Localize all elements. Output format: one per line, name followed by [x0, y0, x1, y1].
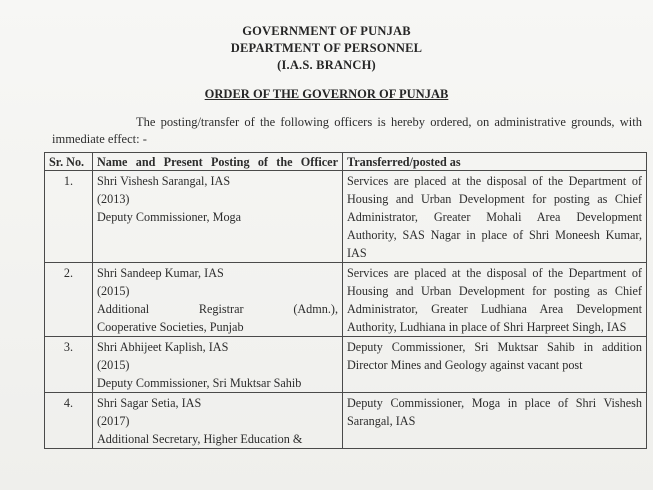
- officer-posting-line2: Cooperative Societies, Punjab: [97, 320, 244, 334]
- order-title: ORDER OF THE GOVERNOR OF PUNJAB: [204, 87, 449, 101]
- header-name-posting: Name and Present Posting of the Officer: [93, 153, 343, 171]
- row-officer: [93, 337, 343, 393]
- intro-text: The posting/transfer of the following officers is hereby ordered, on administrative grounds, with immediate effect: -: [52, 115, 642, 146]
- officer-batch: (2015): [97, 284, 130, 298]
- officer-name: Shri Abhijeet Kaplish, IAS: [97, 340, 229, 354]
- row-sr: 2.: [45, 263, 93, 337]
- government-heading: GOVERNMENT OF PUNJAB: [242, 24, 411, 38]
- officer-posting: Deputy Commissioner, Sri Muktsar Sahib: [97, 376, 302, 390]
- header-transferred: Transferred/posted as: [343, 153, 647, 171]
- branch-heading: (I.A.S. BRANCH): [277, 58, 376, 72]
- officer-name: Shri Sagar Setia, IAS: [97, 396, 202, 410]
- officer-batch: (2017): [97, 414, 130, 428]
- row-officer: [93, 263, 343, 337]
- officer-posting-line1: Additional Registrar (Admn.),: [97, 302, 338, 316]
- department-heading: DEPARTMENT OF PERSONNEL: [230, 41, 423, 55]
- row-sr: 3.: [45, 337, 93, 393]
- officer-batch: (2013): [97, 192, 130, 206]
- row-sr: 1.: [45, 171, 93, 263]
- officer-name: Shri Sandeep Kumar, IAS: [97, 266, 224, 280]
- table-row: [45, 171, 647, 263]
- row-transfer: Services are placed at the disposal of the Department of Housing and Urban Development for posting as Chief Administrator, Greater Ludhiana Area Development Authority, Ludhiana in place of Shri Harpreet Singh, IAS: [343, 263, 647, 337]
- row-officer: [93, 393, 343, 449]
- row-officer: [93, 171, 343, 263]
- intro-paragraph: [52, 114, 642, 148]
- table-header-row: [45, 153, 647, 171]
- header-sr-no: Sr. No.: [45, 153, 93, 171]
- row-transfer: Deputy Commissioner, Moga in place of Shri Vishesh Sarangal, IAS: [343, 393, 647, 449]
- officer-batch: (2015): [97, 358, 130, 372]
- table-row: [45, 263, 647, 337]
- row-transfer: Services are placed at the disposal of the Department of Housing and Urban Development for posting as Chief Administrator, Greater Mohali Area Development Authority, SAS Nagar in place of Shri Moneesh Kumar, IAS: [343, 171, 647, 263]
- officer-name: Shri Vishesh Sarangal, IAS: [97, 174, 231, 188]
- table-row: [45, 337, 647, 393]
- transfer-table: [44, 152, 647, 449]
- row-sr: 4.: [45, 393, 93, 449]
- officer-posting: Deputy Commissioner, Moga: [97, 210, 242, 224]
- officer-posting: Additional Secretary, Higher Education &: [97, 432, 303, 446]
- row-transfer: Deputy Commissioner, Sri Muktsar Sahib in addition Director Mines and Geology against vacant post: [343, 337, 647, 393]
- table-row: [45, 393, 647, 449]
